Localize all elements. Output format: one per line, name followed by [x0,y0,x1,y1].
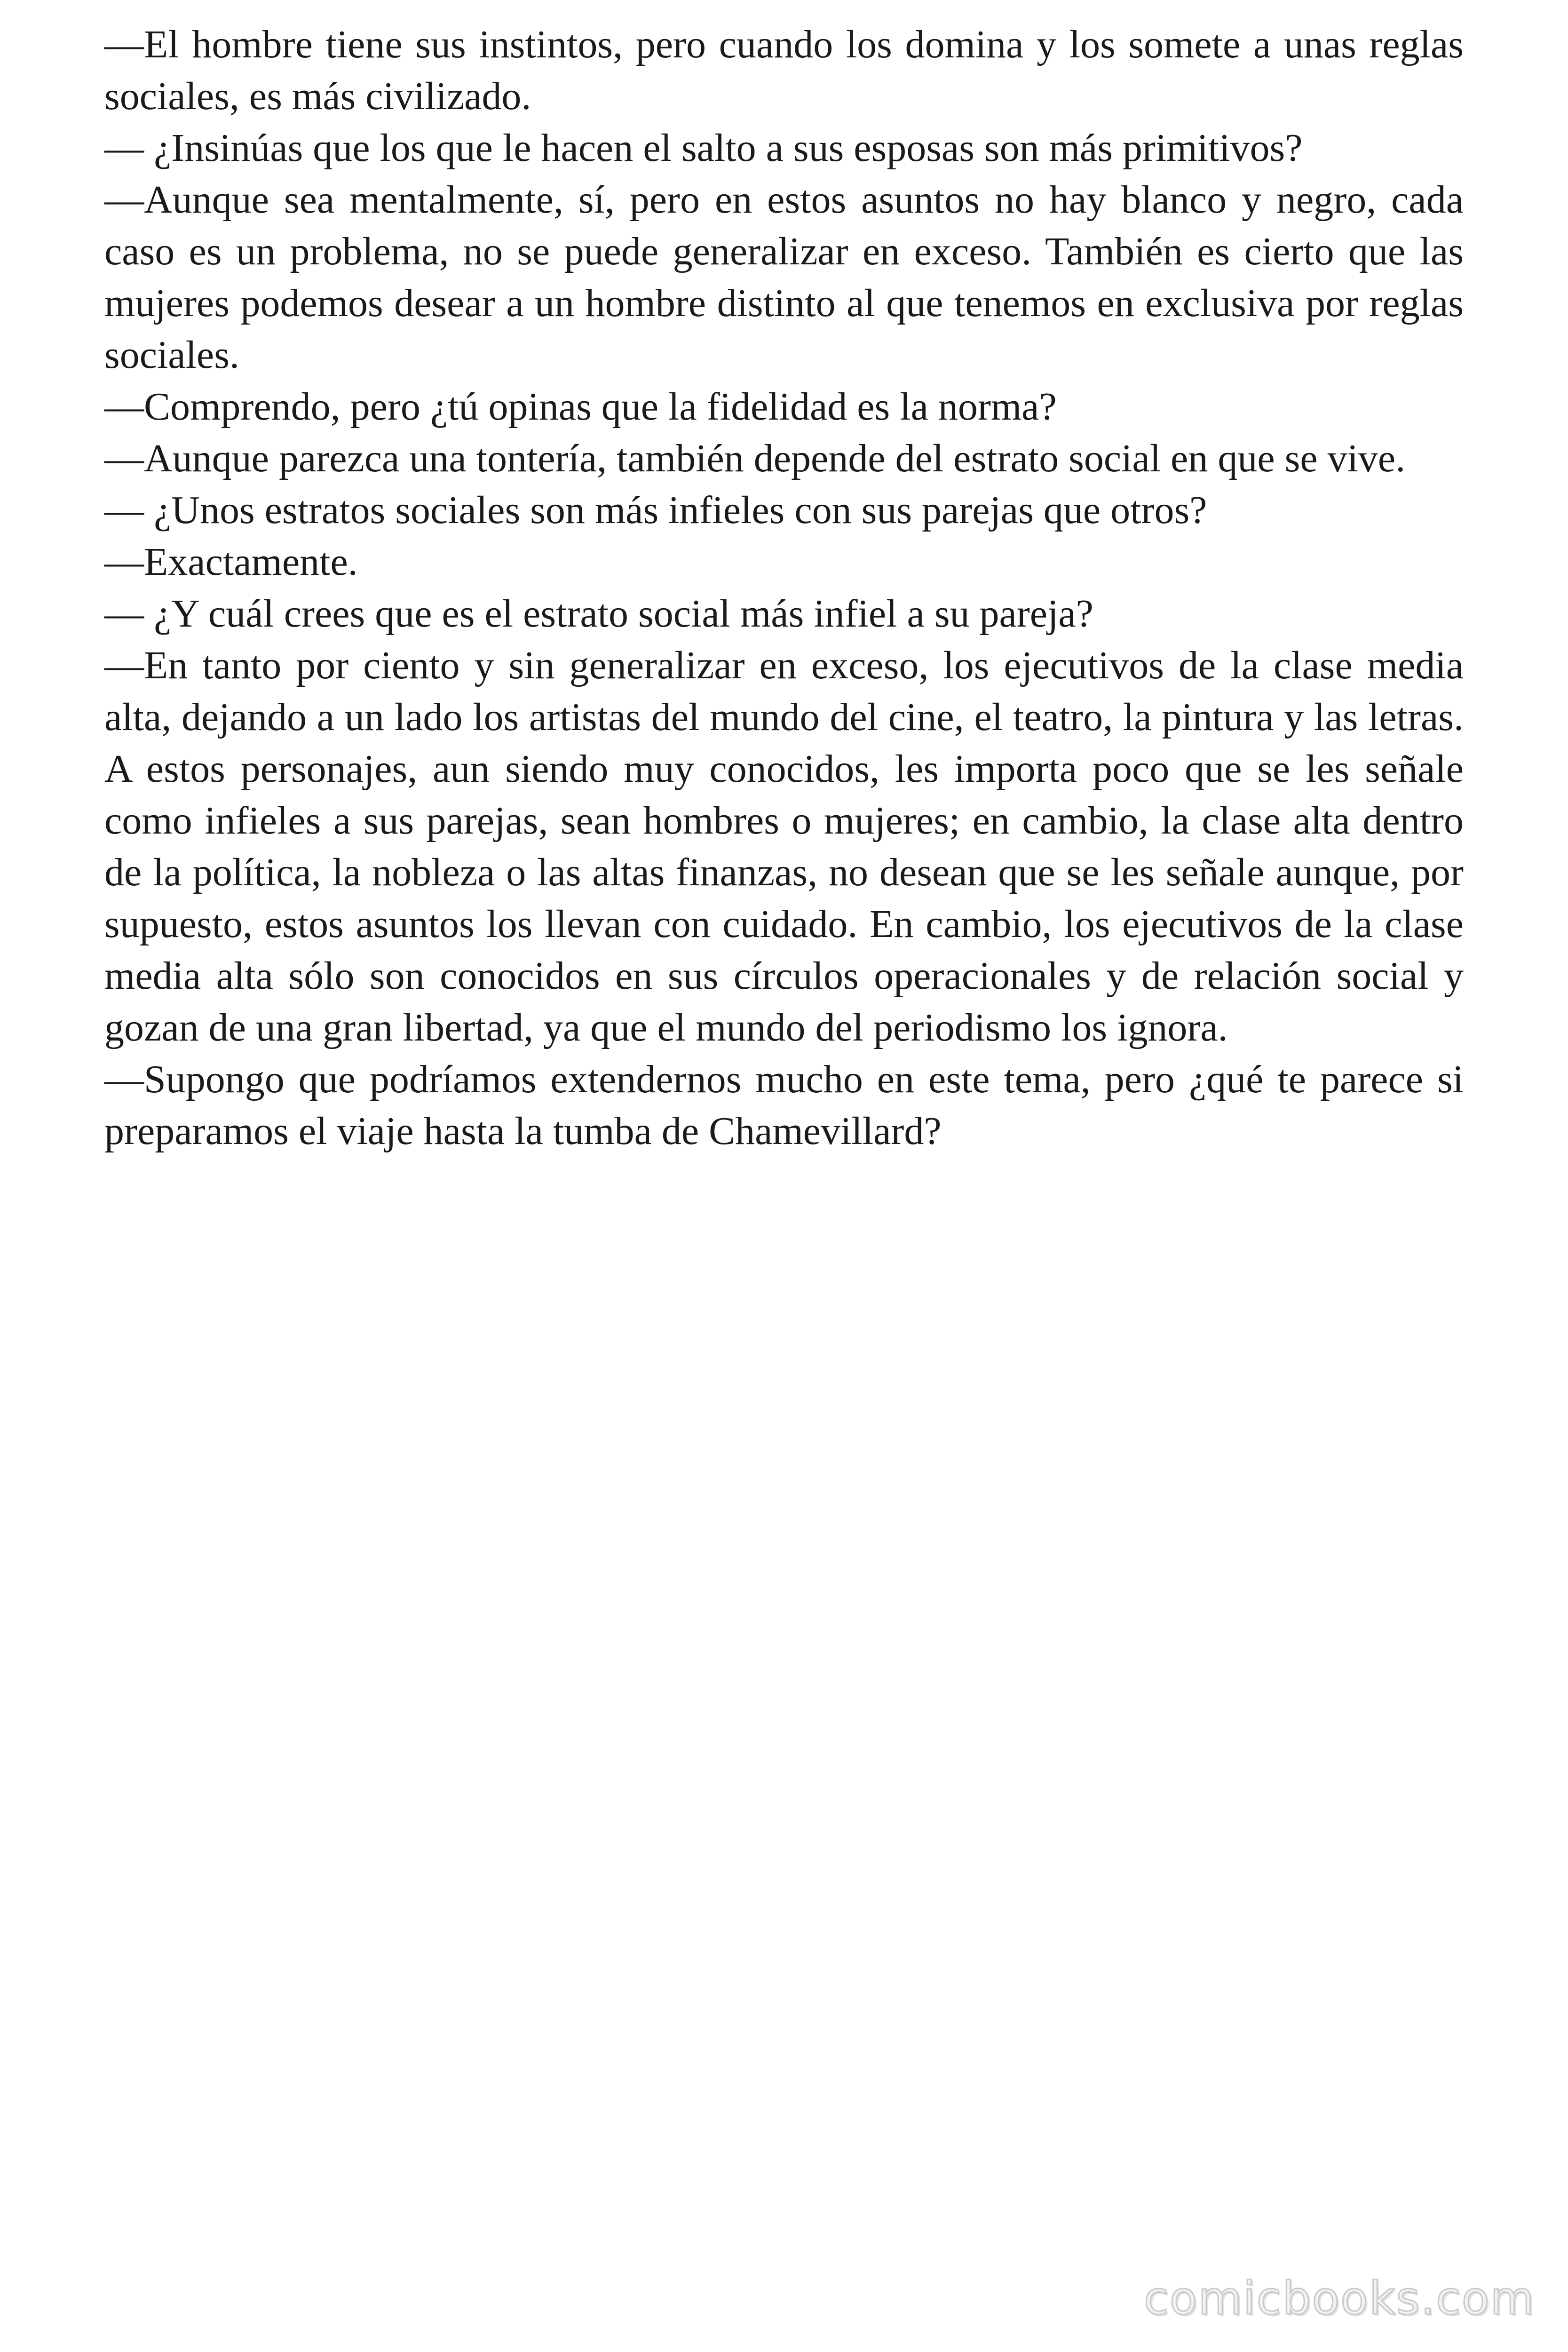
watermark-text: comicbooks.com [1143,2272,1535,2325]
paragraph: — ¿Y cuál crees que es el estrato social más infiel a su pareja? [104,592,1093,636]
paragraph: —Aunque sea mentalmente, sí, pero en estos asuntos no hay blanco y negro, cada caso es un problema, no se puede generalizar en exceso. También es cierto que las mujeres podemos desear a un hombre distinto al que tenemos en exclusiva por reglas sociales. [104,178,1464,377]
paragraph: — ¿Unos estratos sociales son más infieles con sus parejas que otros? [104,488,1207,532]
paragraph: —Exactamente. [104,540,358,584]
paragraph: —El hombre tiene sus instintos, pero cuando los domina y los somete a unas reglas sociales, es más civilizado. [104,23,1464,118]
paragraph: —En tanto por ciento y sin generalizar en exceso, los ejecutivos de la clase media alta, dejando a un lado los artistas del mundo del cine, el teatro, la pintura y las letras. A estos personajes, aun siendo muy conocidos, les importa poco que se les señale como infieles a sus parejas, sean hombres o mujeres; en cambio, la clase alta dentro de la política, la nobleza o las altas finanzas, no desean que se les señale aunque, por supuesto, estos asuntos los llevan con cuidado. En cambio, los ejecutivos de la clase media alta sólo son conocidos en sus círculos operacionales y de relación social y gozan de una gran libertad, ya que el mundo del periodismo los ignora. [104,644,1464,1049]
paragraph: —Supongo que podríamos extendernos mucho en este tema, pero ¿qué te parece si preparamos el viaje hasta la tumba de Chamevillard? [104,1057,1464,1153]
paragraph: —Aunque parezca una tontería, también depende del estrato social en que se vive. [104,437,1406,480]
paragraph: —Comprendo, pero ¿tú opinas que la fidelidad es la norma? [104,385,1057,429]
body-text [104,19,1464,1157]
paragraph: — ¿Insinúas que los que le hacen el salto a sus esposas son más primitivos? [104,126,1303,170]
